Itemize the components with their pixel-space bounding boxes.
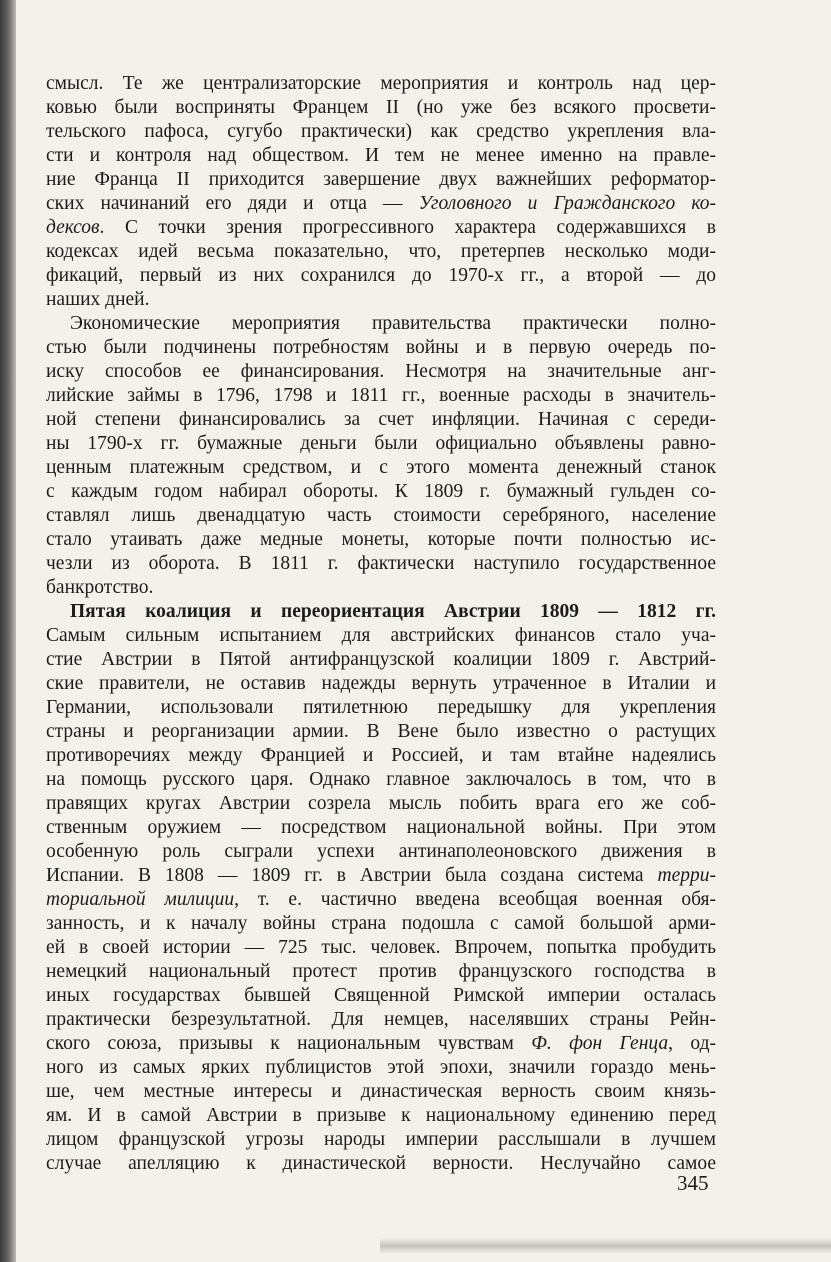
text-run: , од-: [668, 1033, 716, 1054]
text-line: [46, 504, 716, 528]
section-heading: Пятая коалиция и переориентация Австрии 1809 — 1812 гг.: [70, 601, 716, 622]
page-number: 345: [677, 1171, 709, 1195]
text-line: [46, 96, 716, 120]
text-line: [46, 360, 716, 384]
text-line: [46, 1008, 716, 1032]
text-line: [46, 216, 716, 240]
text-run: немецкий национальный протест против французского господства в: [46, 961, 716, 982]
text-run: страны и реорганизации армии. В Вене было известно о растущих: [46, 721, 716, 742]
text-run: сти и контроля над обществом. И тем не менее именно на правле-: [46, 145, 716, 166]
text-run: ние Франца II приходится завершение двух важнейших реформатор-: [46, 169, 716, 190]
text-run: лийские займы в 1796, 1798 и 1811 гг., военные расходы в значитель-: [46, 385, 716, 406]
text-run: банкротство.: [46, 577, 154, 598]
text-run: с каждым годом набирал обороты. К 1809 г. бумажный гульден со-: [46, 481, 716, 502]
text-run: Германии, использовали пятилетнюю передышку для укрепления: [46, 697, 716, 718]
text-line: [46, 1104, 716, 1128]
text-run: случае апелляцию к династической верности. Неслучайно самое: [46, 1153, 716, 1174]
text-run: . С точки зрения прогрессивного характера содержавшихся в: [99, 217, 716, 238]
text-run: правящих кругах Австрии созрела мысль побить врага его же соб-: [46, 793, 716, 814]
text-run: ковью были восприняты Францем II (но уже без всякого просвети-: [46, 97, 716, 118]
italic-term: терри-: [657, 865, 716, 886]
text-line: [46, 960, 716, 984]
text-line: [46, 192, 716, 216]
text-line: [46, 240, 716, 264]
text-line: [46, 432, 716, 456]
text-line: [46, 336, 716, 360]
text-run: особенную роль сыграли успехи антинаполеоновского движения в: [46, 841, 716, 862]
text-line: [46, 792, 716, 816]
italic-term: Ф. фон Генца: [531, 1033, 669, 1054]
text-line: [46, 1128, 716, 1152]
text-line: [46, 168, 716, 192]
text-line: [46, 744, 716, 768]
text-run: практически безрезультатной. Для немцев, населявших страны Рейн-: [46, 1009, 716, 1030]
text-line: [46, 816, 716, 840]
text-line: [46, 72, 716, 96]
text-run: , т. е. частично введена всеобщая военная обя-: [234, 889, 716, 910]
text-line: [46, 576, 716, 600]
text-line: [46, 120, 716, 144]
text-run: противоречиях между Францией и Россией, и там втайне надеялись: [46, 745, 716, 766]
text-line: [46, 888, 716, 912]
text-run: ей в своей истории — 725 тыс. человек. Впрочем, попытка пробудить: [46, 937, 716, 958]
text-line: [46, 264, 716, 288]
text-line: [46, 600, 716, 624]
text-run: смысл. Те же централизаторские мероприятия и контроль над цер-: [46, 73, 716, 94]
text-run: Экономические мероприятия правительства практически полно-: [70, 313, 716, 334]
text-line: [46, 144, 716, 168]
text-run: ского союза, призывы к национальным чувствам: [46, 1033, 532, 1054]
text-run: ценным платежным средством, и с этого момента денежный станок: [46, 457, 716, 478]
book-spine-shadow: [0, 0, 16, 1262]
text-run: стало утаивать даже медные монеты, которые почти полностью ис-: [46, 529, 716, 550]
text-run: ной степени финансировались за счет инфляции. Начиная с середи-: [46, 409, 716, 430]
text-line: [46, 456, 716, 480]
text-run: ские правители, не оставив надежды вернуть утраченное в Италии и: [46, 673, 716, 694]
italic-term: Уголовного и Гражданского ко-: [418, 193, 716, 214]
text-line: [46, 288, 716, 312]
text-run: ственным оружием — посредством национальной войны. При этом: [46, 817, 716, 838]
text-line: [46, 408, 716, 432]
text-line: [46, 1152, 716, 1176]
text-line: [46, 1080, 716, 1104]
text-line: [46, 696, 716, 720]
text-run: занность, и к началу войны страна подошла с самой большой арми-: [46, 913, 716, 934]
text-line: [46, 480, 716, 504]
text-line: [46, 312, 716, 336]
text-line: [46, 624, 716, 648]
text-run: фикаций, первый из них сохранился до 1970-х гг., а второй — до: [46, 265, 716, 286]
text-run: иных государствах бывшей Священной Римской империи осталась: [46, 985, 716, 1006]
text-line: [46, 672, 716, 696]
text-line: [46, 936, 716, 960]
text-run: ного из самых ярких публицистов этой эпохи, значили гораздо мень-: [46, 1057, 716, 1078]
page-body-text: [46, 72, 716, 1176]
text-run: кодексах идей весьма показательно, что, претерпев несколько моди-: [46, 241, 716, 262]
text-run: лицом французской угрозы народы империи расслышали в лучшем: [46, 1129, 716, 1150]
text-run: ны 1790-х гг. бумажные деньги были официально объявлены равно-: [46, 433, 716, 454]
text-line: [46, 912, 716, 936]
text-run: на помощь русского царя. Однако главное заключалось в том, что в: [46, 769, 716, 790]
text-line: [46, 528, 716, 552]
text-line: [46, 840, 716, 864]
italic-term: дексов: [46, 217, 100, 238]
text-run: стие Австрии в Пятой антифранцузской коалиции 1809 г. Австрий-: [46, 649, 716, 670]
text-run: иску способов ее финансирования. Несмотря на значительные анг-: [46, 361, 716, 382]
text-run: стью были подчинены потребностям войны и в первую очередь по-: [46, 337, 716, 358]
paragraph: [46, 600, 716, 1176]
text-line: [46, 552, 716, 576]
text-run: ставлял лишь двенадцатую часть стоимости серебряного, население: [46, 505, 716, 526]
text-run: ям. И в самой Австрии в призыве к национальному единению перед: [46, 1105, 716, 1126]
italic-term: ториальной милиции: [46, 889, 235, 910]
page-edge-shadow: [380, 1238, 831, 1254]
paragraph: [46, 72, 716, 312]
text-run: чезли из оборота. В 1811 г. фактически наступило государственное: [46, 553, 716, 574]
text-line: [46, 864, 716, 888]
text-run: ских начинаний его дяди и отца —: [46, 193, 419, 214]
text-run: Испании. В 1808 — 1809 гг. в Австрии была создана система: [46, 865, 658, 886]
text-run: наших дней.: [46, 289, 150, 310]
paragraph: [46, 312, 716, 600]
text-line: [46, 648, 716, 672]
text-line: [46, 768, 716, 792]
text-line: [46, 384, 716, 408]
text-line: [46, 984, 716, 1008]
text-run: ше, чем местные интересы и династическая верность своим князь-: [46, 1081, 716, 1102]
text-line: [46, 1056, 716, 1080]
text-run: Самым сильным испытанием для австрийских финансов стало уча-: [46, 625, 716, 646]
text-line: [46, 720, 716, 744]
text-line: [46, 1032, 716, 1056]
text-run: тельского пафоса, сугубо практически) как средство укрепления вла-: [46, 121, 716, 142]
